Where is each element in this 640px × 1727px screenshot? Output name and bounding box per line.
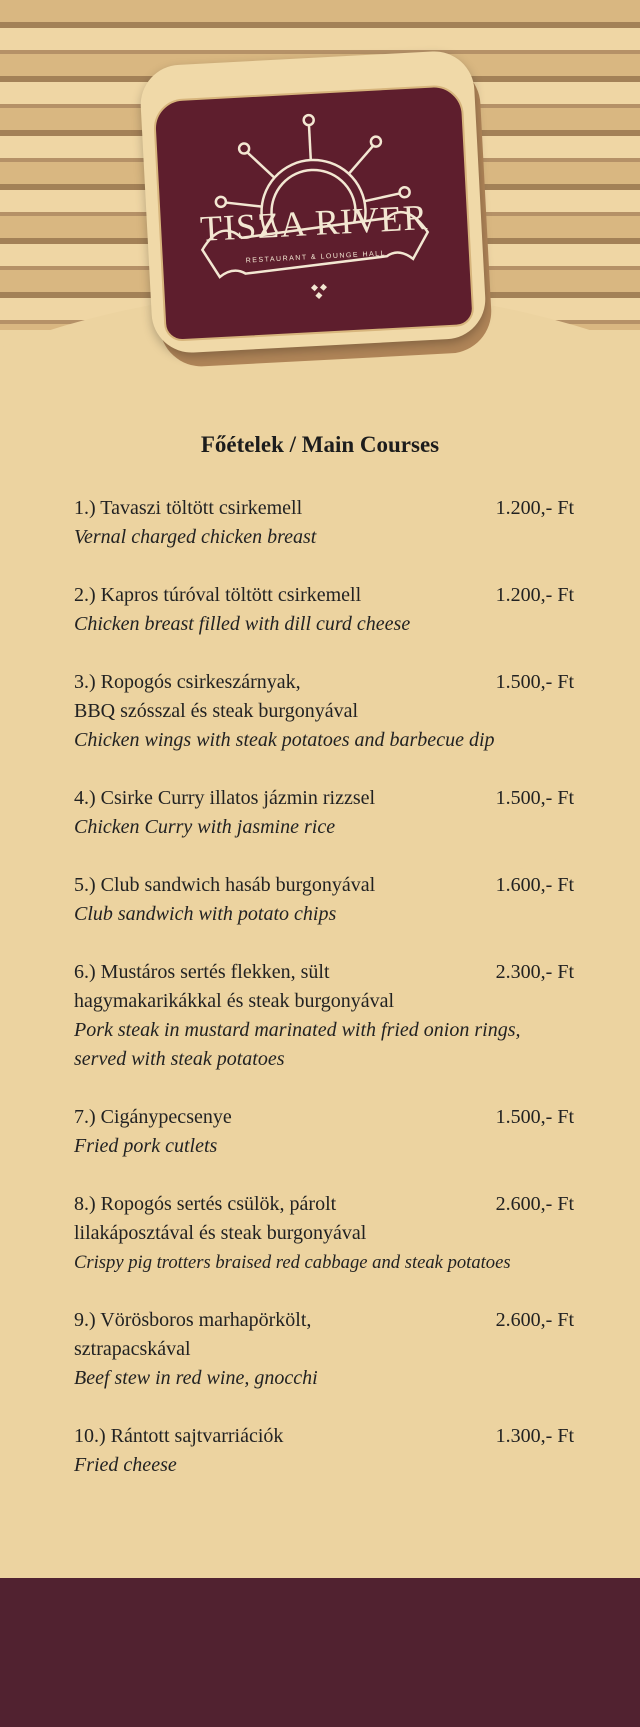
menu-item [74,494,574,552]
logo-subtitle: RESTAURANT & LOUNGE HALL [245,250,387,265]
restaurant-logo [139,49,488,354]
dish-price: 2.600,- Ft [495,1309,574,1331]
dish-name-hu: 5.) Club sandwich hasáb burgonyával [74,874,376,896]
dish-name-en: Beef stew in red wine, gnocchi [74,1367,318,1389]
dish-name-en: Pork steak in mustard marinated with fried onion rings, served with steak potatoes [74,1019,521,1070]
menu-item [74,784,574,842]
dish-name-hu: 3.) Ropogós csirkeszárnyak, BBQ szósszal és steak burgonyával [74,671,359,722]
logo-title: TISZA RIVER [199,197,429,249]
logo-plaque [152,84,474,342]
menu-item [74,871,574,929]
dish-name-en: Chicken wings with steak potatoes and barbecue dip [74,729,495,751]
dish-price: 1.200,- Ft [495,497,574,519]
dish-name-en: Crispy pig trotters braised red cabbage and steak potatoes [74,1252,511,1273]
dish-name-hu: 10.) Rántott sajtvarriációk [74,1425,284,1447]
menu-item [74,958,574,1074]
dish-price: 2.300,- Ft [495,961,574,983]
menu-item [74,1103,574,1161]
dish-price: 1.500,- Ft [495,787,574,809]
dish-name-en: Fried cheese [74,1454,177,1476]
dish-name-en: Fried pork cutlets [74,1135,218,1157]
dish-price: 1.600,- Ft [495,874,574,896]
dish-price: 1.500,- Ft [495,671,574,693]
dish-name-en: Chicken Curry with jasmine rice [74,816,336,838]
menu-list [74,494,574,1509]
menu-item [74,581,574,639]
dish-name-hu: 6.) Mustáros sertés flekken, sült hagymakarikákkal és steak burgonyával [74,961,395,1012]
dish-name-hu: 4.) Csirke Curry illatos jázmin rizzsel [74,787,376,809]
dish-name-hu: 9.) Vörösboros marhapörkölt, sztrapacskával [74,1309,312,1360]
dish-name-hu: 1.) Tavaszi töltött csirkemell [74,497,303,519]
dish-name-en: Vernal charged chicken breast [74,526,317,548]
dish-price: 1.200,- Ft [495,584,574,606]
menu-item [74,1306,574,1393]
dish-name-hu: 7.) Cigánypecsenye [74,1106,232,1128]
menu-item [74,668,574,755]
dish-price: 1.300,- Ft [495,1425,574,1447]
menu-item [74,1190,574,1277]
dish-price: 2.600,- Ft [495,1193,574,1215]
dish-price: 1.500,- Ft [495,1106,574,1128]
page-title: Főételek / Main Courses [200,432,440,457]
dish-name-en: Chicken breast filled with dill curd cheese [74,613,411,635]
dish-name-hu: 2.) Kapros túróval töltött csirkemell [74,584,362,606]
footer-band [0,1578,640,1727]
dish-name-en: Club sandwich with potato chips [74,903,337,925]
menu-item [74,1422,574,1480]
dish-name-hu: 8.) Ropogós sertés csülök, párolt lilakáposztával és steak burgonyával [74,1193,367,1244]
